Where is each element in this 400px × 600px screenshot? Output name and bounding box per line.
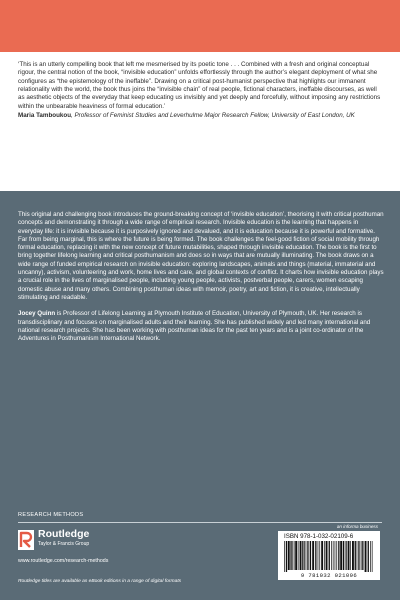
imprint-text: an informa business: [336, 524, 378, 529]
publisher-block: [18, 528, 178, 568]
author-bio: [18, 310, 384, 343]
barcode-panel: [278, 531, 380, 580]
series-label: RESEARCH METHODS: [18, 512, 84, 518]
barcode-icon: [282, 541, 376, 572]
footer-divider: [18, 522, 382, 523]
book-description: This original and challenging book introduces the ground-breaking concept of ‘invisible education’, theorising it with critical posthuman concepts and demonstrating it through a wide range of empirical research. Invisible education is the learning that happens in everyday life: it is invisible because it is purposively ignored and devalued, and it is education because it is powerful and formative. Far from being marginal, this is where the future is being formed. The book challenges the feel-good fiction of social mobility through formal education, replacing it with the new concept of future mutabilities, shaped through invisible education. The book is the first to bring together lifelong learning and critical posthumanism and does so in ways that are mutually illuminating. The book draws on a wide range of funded empirical research on invisible education: exploring landscapes, animals and things (material, immaterial and uncanny), activism, volunteering and work, home lives and care, and global contexts of conflict. It charts how invisible education plays a crucial role in the lives of marginalised people, including young people, activists, postverbal people, carers, women escaping domestic abuse and many others. Combining posthuman ideas with memoir, poetry, art and fiction, it is creative, intellectually stimulating and readable.: [18, 211, 384, 301]
barcode-digits: 9 781032 021096: [300, 572, 358, 579]
ebook-note: Routledge titles are available as eBook editions in a range of digital formats: [18, 579, 182, 584]
endorsement-quote: ‘This is an utterly compelling book that left me mesmerised by its poetic tone . . . Combined with a fresh and original conceptual rigour, the central notion of the book, “invisible education” unfolds effortlessly through the author’s elegant deployment of what she configures as “the epistemology of the ineffable”. Drawing on a critical post-humanist perspective that highlights our immanent relationality with the world, the book thus joins the “invisible chain” of real people, fictional characters, ineffable discourses, as well as aesthetic objects of the everyday that keep educating us invisibly and yet deeply and forcefully, without imposing any restrictions within the unbearable heaviness of formal education.’: [18, 61, 381, 110]
endorsement-attribution: [18, 112, 382, 120]
endorsement-panel: [0, 52, 400, 191]
endorser-name: Maria Tamboukou: [18, 112, 72, 120]
publisher-url[interactable]: www.routledge.com/research-methods: [18, 558, 109, 564]
author-name: Jocey Quinn: [18, 310, 56, 318]
publisher-name: Routledge: [38, 528, 90, 540]
publisher-subtitle: Taylor & Francis Group: [38, 541, 90, 547]
author-bio-text: is Professor of Lifelong Learning at Plymouth Institute of Education, University of Plymouth, UK. Her research is transdisciplinary and focuses on marginalised adults and their learning. She has published widely and led many international and national research projects. She has been working with posthuman ideas for the past ten years and is a joint co-ordinator of the Adventures in Posthumanism International Network.: [18, 310, 371, 343]
top-color-band: [0, 0, 400, 52]
routledge-logo-icon: [18, 530, 34, 550]
isbn-label: ISBN 978-1-032-02109-6: [284, 533, 354, 540]
blurb: [18, 211, 384, 351]
endorser-affiliation: , Professor of Feminist Studies and Leverhulme Major Research Fellow, University of East London, UK: [71, 112, 355, 120]
